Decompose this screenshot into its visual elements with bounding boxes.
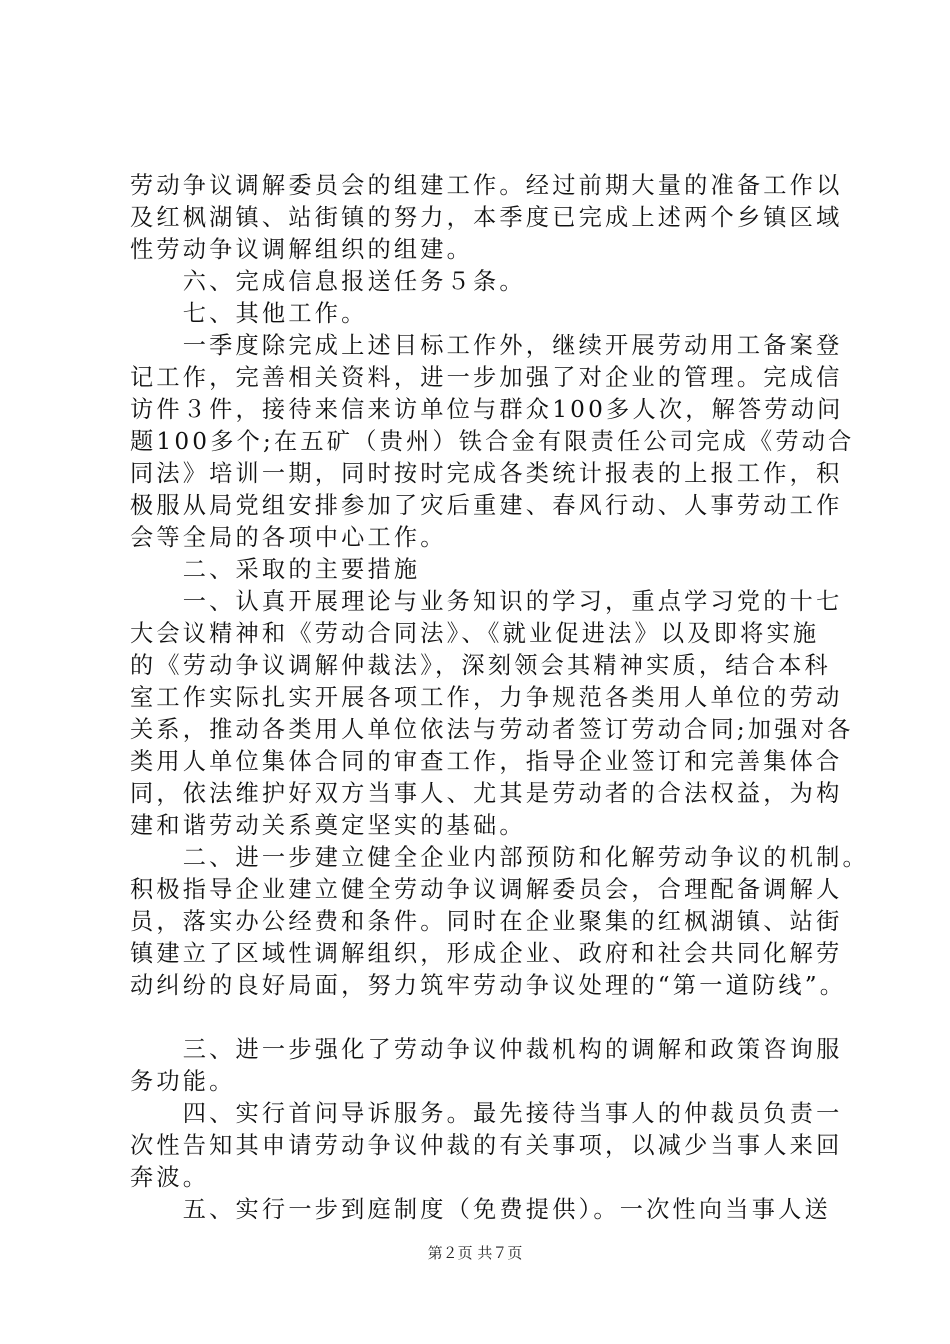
text-line: 室工作实际扎实开展各项工作，力争规范各类用人单位的劳动 [130,684,843,711]
text-line: 同，依法维护好双方当事人、尤其是劳动者的合法权益，为构 [130,780,843,807]
text-line: 二、进一步建立健全企业内部预防和化解劳动争议的机制。 [130,844,869,871]
text-line: 次性告知其申请劳动争议仲裁的有关事项，以减少当事人来回 [130,1132,843,1159]
text-line: 动纠纷的良好局面，努力筑牢劳动争议处理的“第一道防线”。 [130,972,847,999]
text-line: 务功能。 [130,1068,236,1095]
text-line: 五、实行一步到庭制度（免费提供）。一次性向当事人送 [130,1196,831,1223]
text-line: 一、认真开展理论与业务知识的学习，重点学习党的十七 [130,588,843,615]
text-line: 四、实行首问导诉服务。最先接待当事人的仲裁员负责一 [130,1100,843,1127]
blank-line [130,1002,830,1034]
text-line: 三、进一步强化了劳动争议仲裁机构的调解和政策咨询服 [130,1036,843,1063]
text-line: 一季度除完成上述目标工作外，继续开展劳动用工备案登 [130,332,843,359]
text-line: 极服从局党组安排参加了灾后重建、春风行动、人事劳动工作 [130,492,843,519]
text-line: 奔波。 [130,1164,210,1191]
text-line: 员，落实办公经费和条件。同时在企业聚集的红枫湖镇、站街 [130,908,843,935]
text-line: 性劳动争议调解组织的组建。 [130,236,474,263]
text-line: 二、采取的主要措施 [130,556,421,583]
page-footer: 第２页 共７页 [427,1244,523,1262]
text-line: 镇建立了区域性调解组织，形成企业、政府和社会共同化解劳 [130,940,843,967]
text-line: 大会议精神和《劳动合同法》、《就业促进法》以及即将实施 [130,620,820,647]
text-line: 会等全局的各项中心工作。 [130,524,447,551]
text-line: 同法》培训一期，同时按时完成各类统计报表的上报工作，积 [130,460,843,487]
text-line: 的《劳动争议调解仲裁法》，深刻领会其精神实质，结合本科 [130,652,831,679]
text-line: 关系，推动各类用人单位依法与劳动者签订劳动合同;加强对各 [130,716,854,743]
text-line: 访件３件，接待来信来访单位与群众100多人次，解答劳动问 [130,396,844,423]
text-line: 七、其他工作。 [130,300,368,327]
text-line: 建和谐劳动关系奠定坚实的基础。 [130,812,526,839]
text-line: 六、完成信息报送任务５条。 [130,268,526,295]
text-line: 题100多个;在五矿（贵州）铁合金有限责任公司完成《劳动合 [130,428,855,455]
text-line: 积极指导企业建立健全劳动争议调解委员会，合理配备调解人 [130,876,843,903]
text-line: 及红枫湖镇、站街镇的努力，本季度已完成上述两个乡镇区域 [130,204,843,231]
document-body [130,170,869,1226]
text-line: 记工作，完善相关资料，进一步加强了对企业的管理。完成信 [130,364,843,391]
text-line: 劳动争议调解委员会的组建工作。经过前期大量的准备工作以 [130,172,843,199]
text-line: 类用人单位集体合同的审查工作，指导企业签订和完善集体合 [130,748,843,775]
